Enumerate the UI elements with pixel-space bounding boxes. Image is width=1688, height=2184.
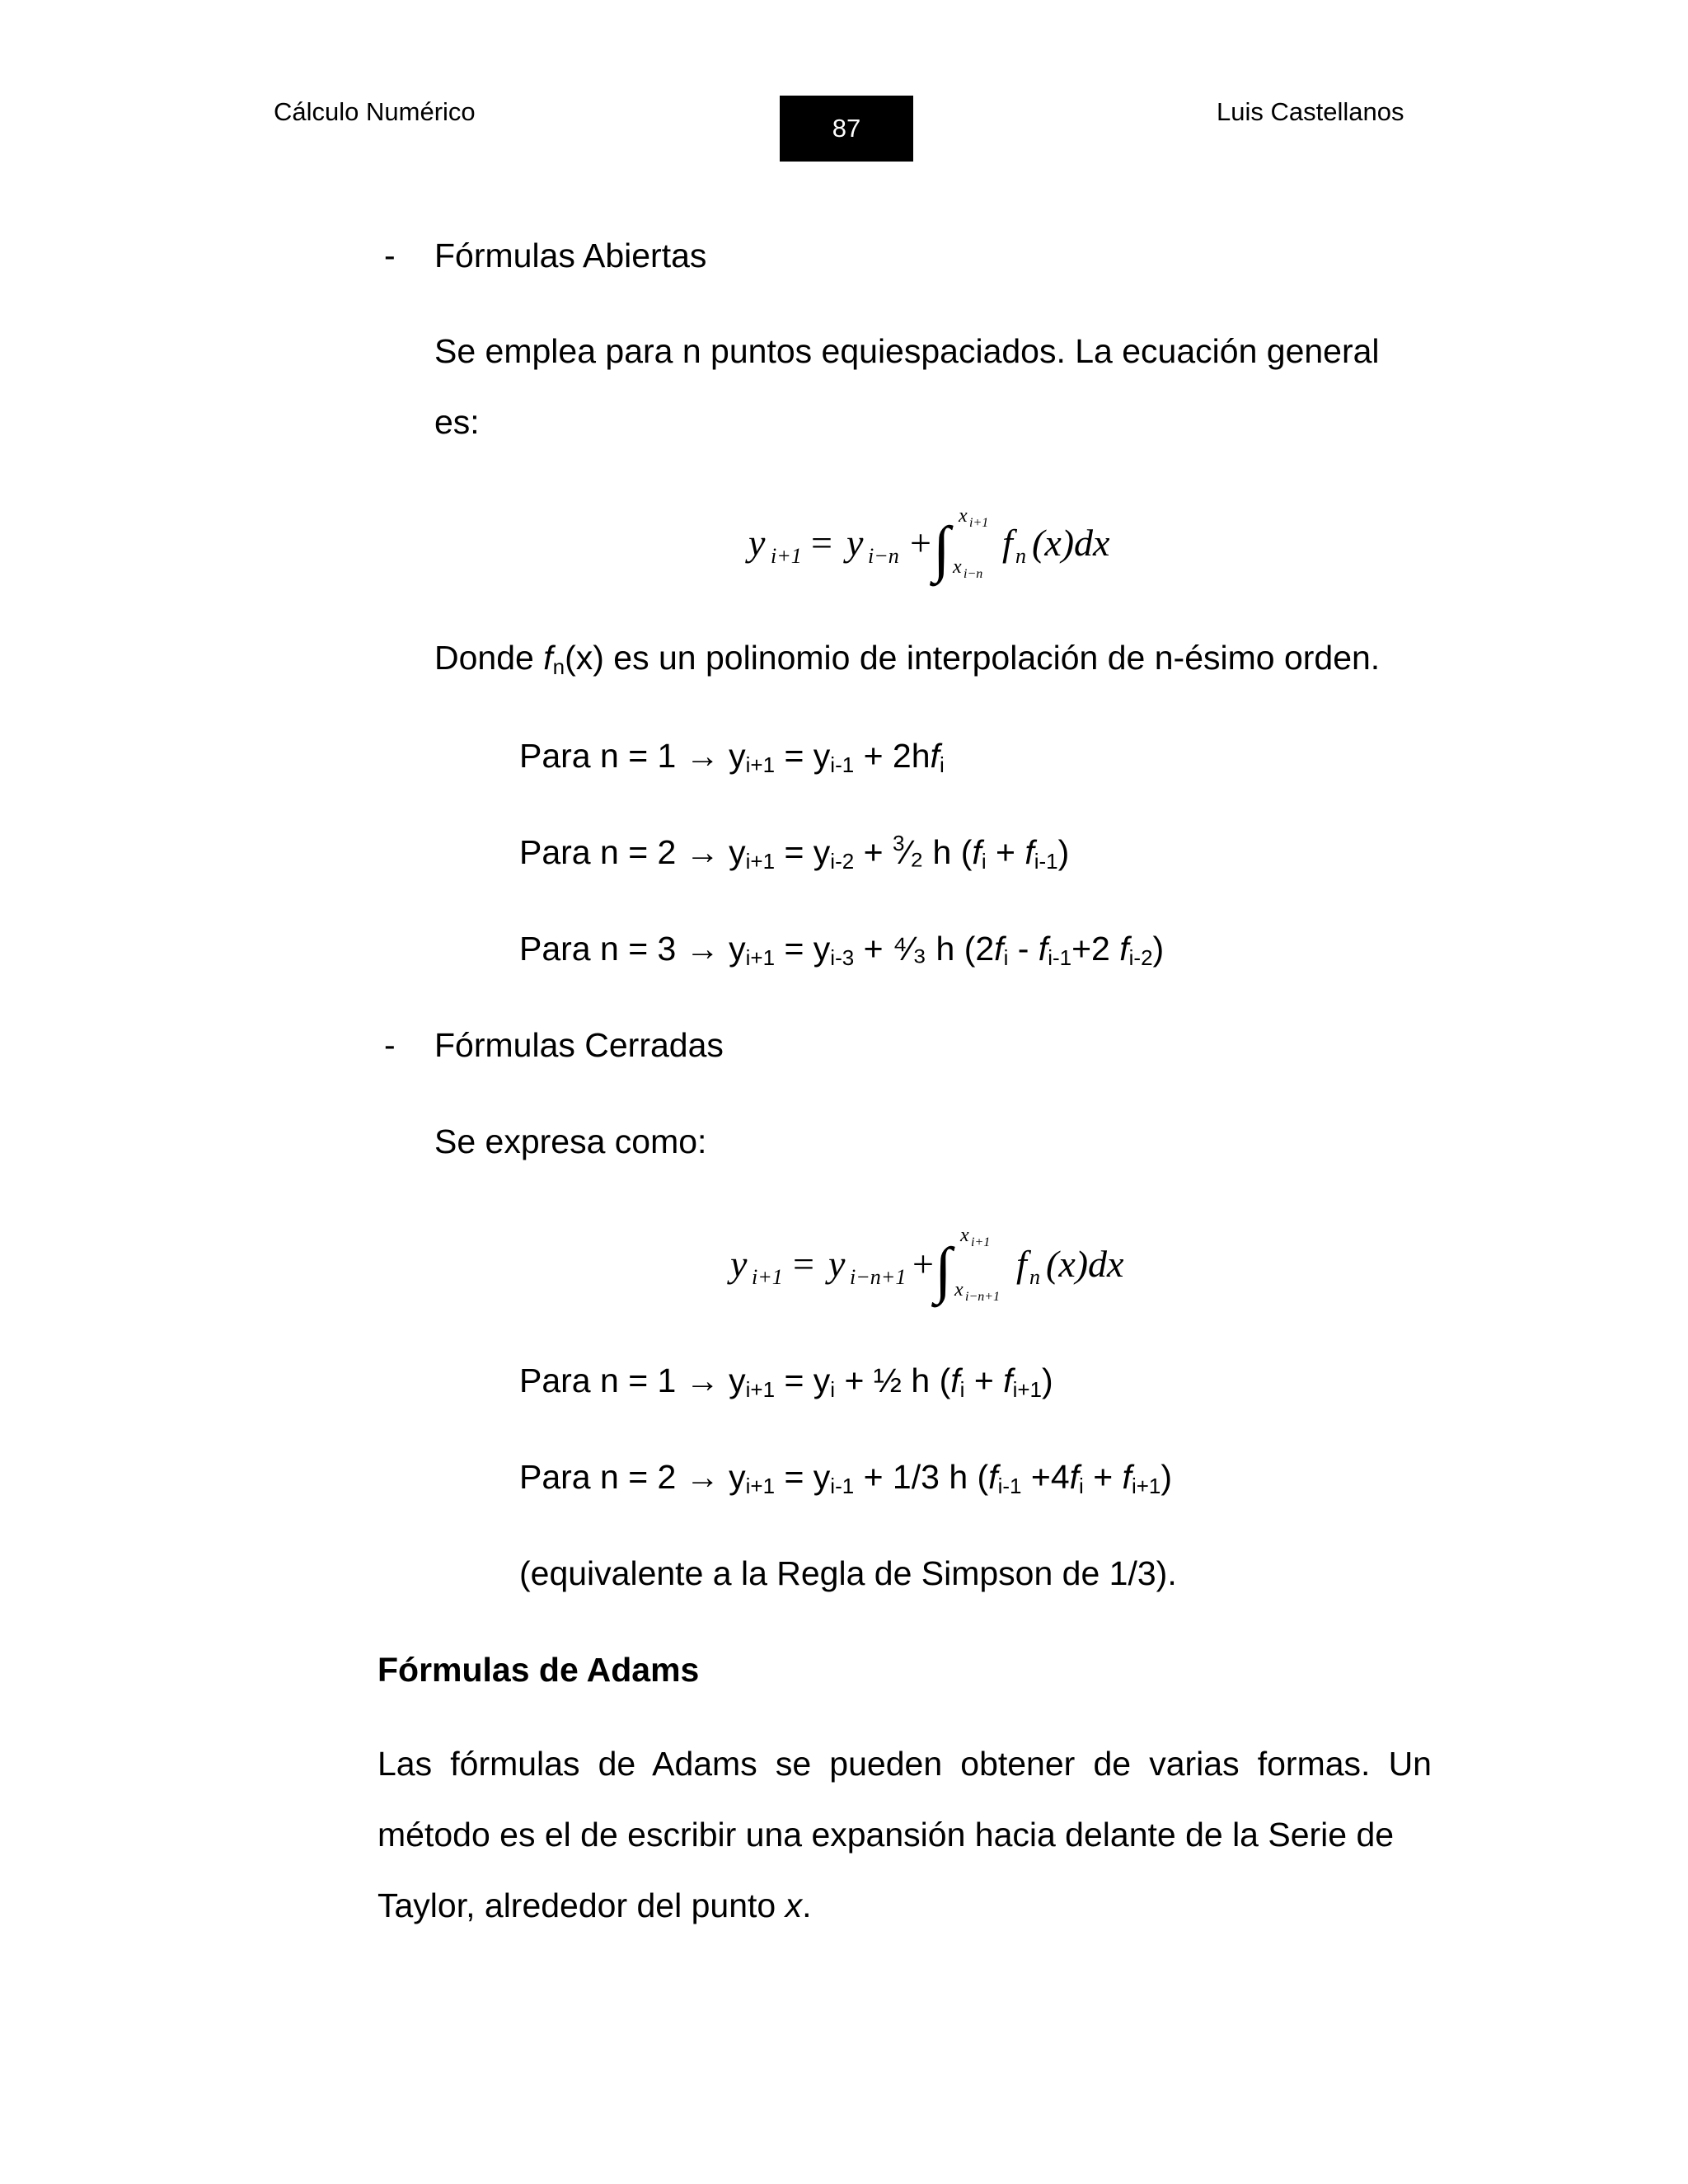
f1-var: f [972,833,982,871]
open-case-n3 [519,930,1165,970]
bullet-closed-formulas: - [384,1026,396,1064]
eq-sign: = [775,930,814,968]
adams-line-1: Las fórmulas de Adams se pueden obtener de varias formas. Un [377,1745,1432,1783]
plus: + [854,833,893,871]
eq2-lhs-sub: i+1 [752,1265,783,1289]
f2-sub: i+1 [1012,1377,1042,1402]
y-sub: i+1 [745,752,776,777]
adams-line-3-prefix: Taylor, alrededor del punto [377,1886,785,1924]
closed-formulas-intro: Se expresa como: [434,1122,707,1160]
simpson-note: (equivalente a la Regla de Simpson de 1/3). [519,1554,1177,1592]
f2-sub: i-1 [1034,849,1058,874]
f3-var: f [1122,1458,1132,1496]
open-case-n2 [519,831,1070,874]
eq1-integrand-sub: n [1015,544,1026,568]
open-formula-equation [725,490,1154,589]
intro-line-2: es: [434,403,480,441]
y2-var: y [813,833,831,871]
eq2-plus: + [912,1243,934,1285]
y2-sub: i-1 [830,1474,855,1498]
plus: + [1083,1458,1123,1496]
f2-var: f [1069,1458,1080,1496]
adams-line-3 [377,1870,1432,1941]
eq1-upper-sub: i+1 [969,516,989,530]
page-number: 87 [780,96,913,162]
frac: ⁴⁄₃ [892,930,927,968]
eq2-equals: = [793,1243,814,1285]
close: ) [1152,930,1165,968]
right-arrow-icon: → [685,1361,720,1399]
f3-var: f [1119,930,1129,968]
open-case-n1 [519,737,945,777]
mid2: +4 [1021,1458,1070,1496]
y-sub: i+1 [745,1377,776,1402]
eq1-integral: ∫ [933,514,950,583]
f1-sub: i-1 [997,1474,1022,1498]
y2-var: y [813,930,831,968]
eq2-rhs-y-sub: i−n+1 [850,1265,907,1289]
close: ) [1042,1361,1053,1399]
close: ) [1057,833,1070,871]
plus: + [854,930,893,968]
header-right-author: Luis Castellanos [1217,97,1404,126]
intro-line-1: Se emplea para n puntos equiespaciados. La ecuación general [434,332,1380,370]
closed-case-n2 [519,1458,1173,1498]
y-var: y [729,737,746,775]
eq1-integrand-tail: (x)dx [1032,522,1110,564]
y2-var: y [813,1361,831,1399]
f1-sub: i [1003,945,1009,970]
donde-rest: (x) es un polinomio de interpolación de n-ésimo orden. [565,639,1381,677]
f3-sub: i+1 [1131,1474,1161,1498]
plus: + [964,1361,1004,1399]
eq1-lhs-sub: i+1 [771,544,802,568]
frac-rest: ⁄₂ h ( [904,833,973,871]
mid: + 1/3 h ( [854,1458,989,1496]
adams-line-2: método es el de escribir una expansión hacia delante de la Serie de [377,1816,1395,1854]
y2-sub: i-3 [830,945,855,970]
open-paren: h (2 [926,930,995,968]
eq2-lhs: y [730,1243,748,1285]
heading-adams: Fórmulas de Adams [377,1651,700,1689]
eq2-upper-x: x [960,1225,969,1246]
mid: + ½ h ( [835,1361,951,1399]
eq1-equals: = [811,522,832,564]
open-formulas-intro [434,316,1432,457]
y2-var: y [813,1458,831,1496]
case-label: Para n = 1 [519,1361,677,1399]
eq2-lower-sub: i−n+1 [965,1290,1001,1304]
y2-sub: i [830,1377,836,1402]
f1-sub: i [959,1377,965,1402]
eq2-rhs-y: y [828,1243,846,1285]
eq1-rhs-y-sub: i−n [868,544,899,568]
f3-sub: i-2 [1128,945,1153,970]
y-var: y [729,833,746,871]
donde-prefix: Donde [434,639,544,677]
f-sub: i [939,752,945,777]
eq2-integrand-tail: (x)dx [1046,1243,1124,1285]
eq-sign: = [775,737,814,775]
close: ) [1160,1458,1173,1496]
donde-sub: n [552,654,565,679]
case-label: Para n = 1 [519,737,677,775]
eq1-integrand-f: f [1002,522,1013,564]
y-sub: i+1 [745,849,776,874]
y2-sub: i-2 [830,849,855,874]
y2-var: y [813,737,831,775]
eq1-lower-sub: i−n [964,567,983,581]
eq-sign: = [775,1458,814,1496]
f2-var: f [1003,1361,1013,1399]
f2-sub: i [1079,1474,1084,1498]
right-arrow-icon: → [685,737,720,775]
eq2-upper-sub: i+1 [971,1235,991,1249]
eq-sign: = [775,1361,814,1399]
frac-num: 3 [892,831,905,855]
eq1-upper-x: x [959,505,968,527]
f2-var: f [1038,930,1048,968]
closed-case-n1 [519,1361,1053,1402]
header-left-title: Cálculo Numérico [274,97,476,126]
eq2-lower-x: x [954,1279,964,1301]
adams-line-3-x: x [785,1886,803,1924]
adams-paragraph [377,1728,1432,1941]
eq1-lhs: y [748,522,766,564]
heading-open-formulas: Fórmulas Abiertas [434,237,707,274]
y-var: y [729,1361,746,1399]
f-var: f [930,737,940,775]
f1-var: f [994,930,1004,968]
adams-line-3-end: . [802,1886,812,1924]
y2-sub: i-1 [830,752,855,777]
y-var: y [729,1458,746,1496]
right-arrow-icon: → [685,930,720,968]
f1-var: f [950,1361,960,1399]
case-label: Para n = 3 [519,930,677,968]
mid2: +2 [1071,930,1120,968]
mid1: - [1008,930,1039,968]
eq1-lower-x: x [953,556,962,578]
f1-sub: i [981,849,987,874]
y-sub: i+1 [745,1474,776,1498]
y-var: y [729,930,746,968]
donde-line [434,639,1381,679]
eq2-integrand-sub: n [1029,1265,1040,1289]
heading-closed-formulas: Fórmulas Cerradas [434,1026,724,1064]
case-label: Para n = 2 [519,1458,677,1496]
eq2-integrand-f: f [1016,1243,1027,1285]
mid: + [986,833,1025,871]
bullet-open-formulas: - [384,237,396,274]
f1-var: f [988,1458,998,1496]
f2-sub: i-1 [1048,945,1072,970]
y-sub: i+1 [745,945,776,970]
right-arrow-icon: → [685,833,720,871]
f2-var: f [1025,833,1034,871]
eq-sign: = [775,833,814,871]
eq1-rhs-y: y [846,522,864,564]
right-arrow-icon: → [685,1458,720,1496]
eq2-integral: ∫ [935,1235,952,1305]
eq1-plus: + [910,522,931,564]
case-label: Para n = 2 [519,833,677,871]
donde-f: f [543,639,553,677]
rest: + 2h [854,737,931,775]
closed-formula-equation [717,1212,1162,1310]
